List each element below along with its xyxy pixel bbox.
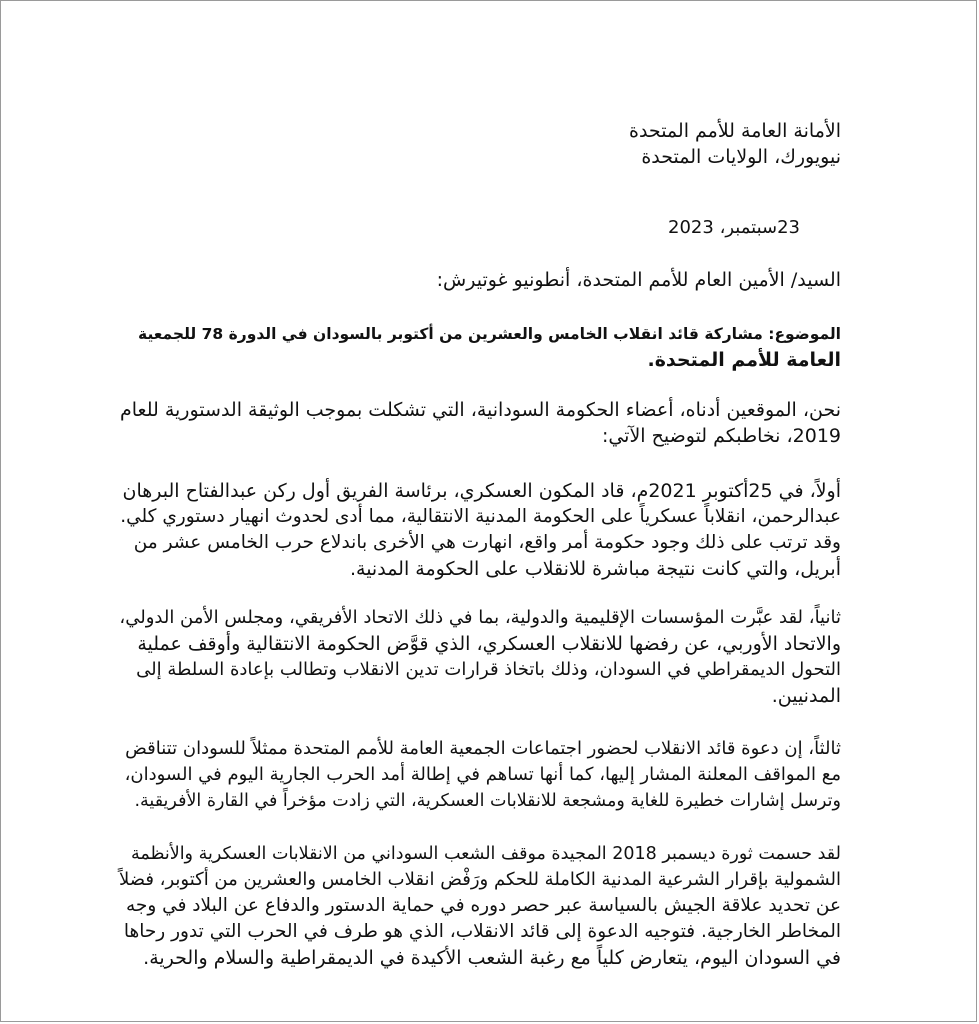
salutation [119,267,841,293]
paragraph-line: والاتحاد الأوربي، عن رفضها للانقلاب العسكري، الذي قوَّض الحكومة الانتقالية وأوقف عملية [137,633,841,655]
subject-heading [119,321,841,373]
paragraph-line: التحول الديمقراطي في السودان، وذلك باتخاذ قرارات تدين الانقلاب وتطالب بإعادة السلطة إلى [136,659,841,680]
address-line-1: الأمانة العامة للأمم المتحدة [629,120,841,142]
subject-line-2: العامة للأمم المتحدة. [647,349,841,371]
intro-paragraph [119,397,841,449]
address-line-2: نيويورك، الولايات المتحدة [641,146,841,168]
paragraph-line: لقد حسمت ثورة ديسمبر 2018 المجيدة موقف الشعب السوداني من الانقلابات العسكرية والأنظمة [130,844,841,864]
paragraph-line: وقد ترتب على ذلك وجود حكومة أمر واقع، انهارت هي الأخرى باندلاع حرب الخامس عشر من [133,532,841,553]
paragraph-fourth [119,841,841,971]
letter-date [600,215,800,241]
paragraph-first [119,478,841,582]
paragraph-third [119,736,841,814]
paragraph-line: في السودان اليوم، يتعارض كلياً مع رغبة الشعب الأكيدة في الديمقراطية والسلام والحرية. [143,947,841,969]
paragraph-second [119,605,841,709]
paragraph-line: عن تحديد علاقة الجيش بالسياسة عبر حصر دوره في حماية الدستور والدفاع عن البلاد في وجه [125,895,841,916]
paragraph-line: عبدالرحمن، انقلاباً عسكرياً على الحكومة المدنية الانتقالية، مما أدى لحدوث انهيار دستوري كلي. [120,506,841,527]
paragraph-line: الشمولية بإقرار الشرعية المدنية الكاملة للحكم ورَفْض انقلاب الخامس والعشرين من أكتوبر، فضلاً [118,869,841,890]
subject-line-1: الموضوع: مشاركة قائد انقلاب الخامس والعشرين من أكتوبر بالسودان في الدورة 78 للجمعية [138,325,841,343]
intro-line-1: نحن، الموقعين أدناه، أعضاء الحكومة السودانية، التي تشكلت بموجب الوثيقة الدستورية للعام [120,399,841,421]
paragraph-line: ثانياً، لقد عبَّرت المؤسسات الإقليمية والدولية، بما في ذلك الاتحاد الأفريقي، ومجلس الأمن الدولي، [119,607,841,628]
paragraph-line: المخاطر الخارجية. فتوجيه الدعوة إلى قائد الانقلاب، الذي هو طرف في الحرب التي تدور رحاها [123,921,841,942]
recipient-address [119,118,841,170]
intro-line-2: 2019، نخاطبكم لتوضيح الآتي: [601,425,841,447]
paragraph-line: مع المواقف المعلنة المشار إليها، كما أنها تساهم في إطالة أمد الحرب الجارية اليوم في السودان، [124,764,841,785]
paragraph-line: أولاً، في 25أكتوبر 2021م، قاد المكون العسكري، برئاسة الفريق أول ركن عبدالفتاح البرهان [122,480,841,502]
paragraph-line: أبريل، والتي كانت نتيجة مباشرة للانقلاب على الحكومة المدنية. [349,558,841,580]
date-text: 23سبتمبر، 2023 [668,217,800,238]
paragraph-line: ثالثاً، إن دعوة قائد الانقلاب لحضور اجتماعات الجمعية العامة للأمم المتحدة ممثلاً للسودان تتناقض [125,738,841,759]
paragraph-line: المدنيين. [771,685,841,707]
paragraph-line: وترسل إشارات خطيرة للغاية ومشجعة للانقلابات العسكرية، التي زادت مؤخراً في القارة الأفريقية. [134,791,841,811]
salutation-text: السيد/ الأمين العام للأمم المتحدة، أنطونيو غوتيرش: [436,269,841,291]
